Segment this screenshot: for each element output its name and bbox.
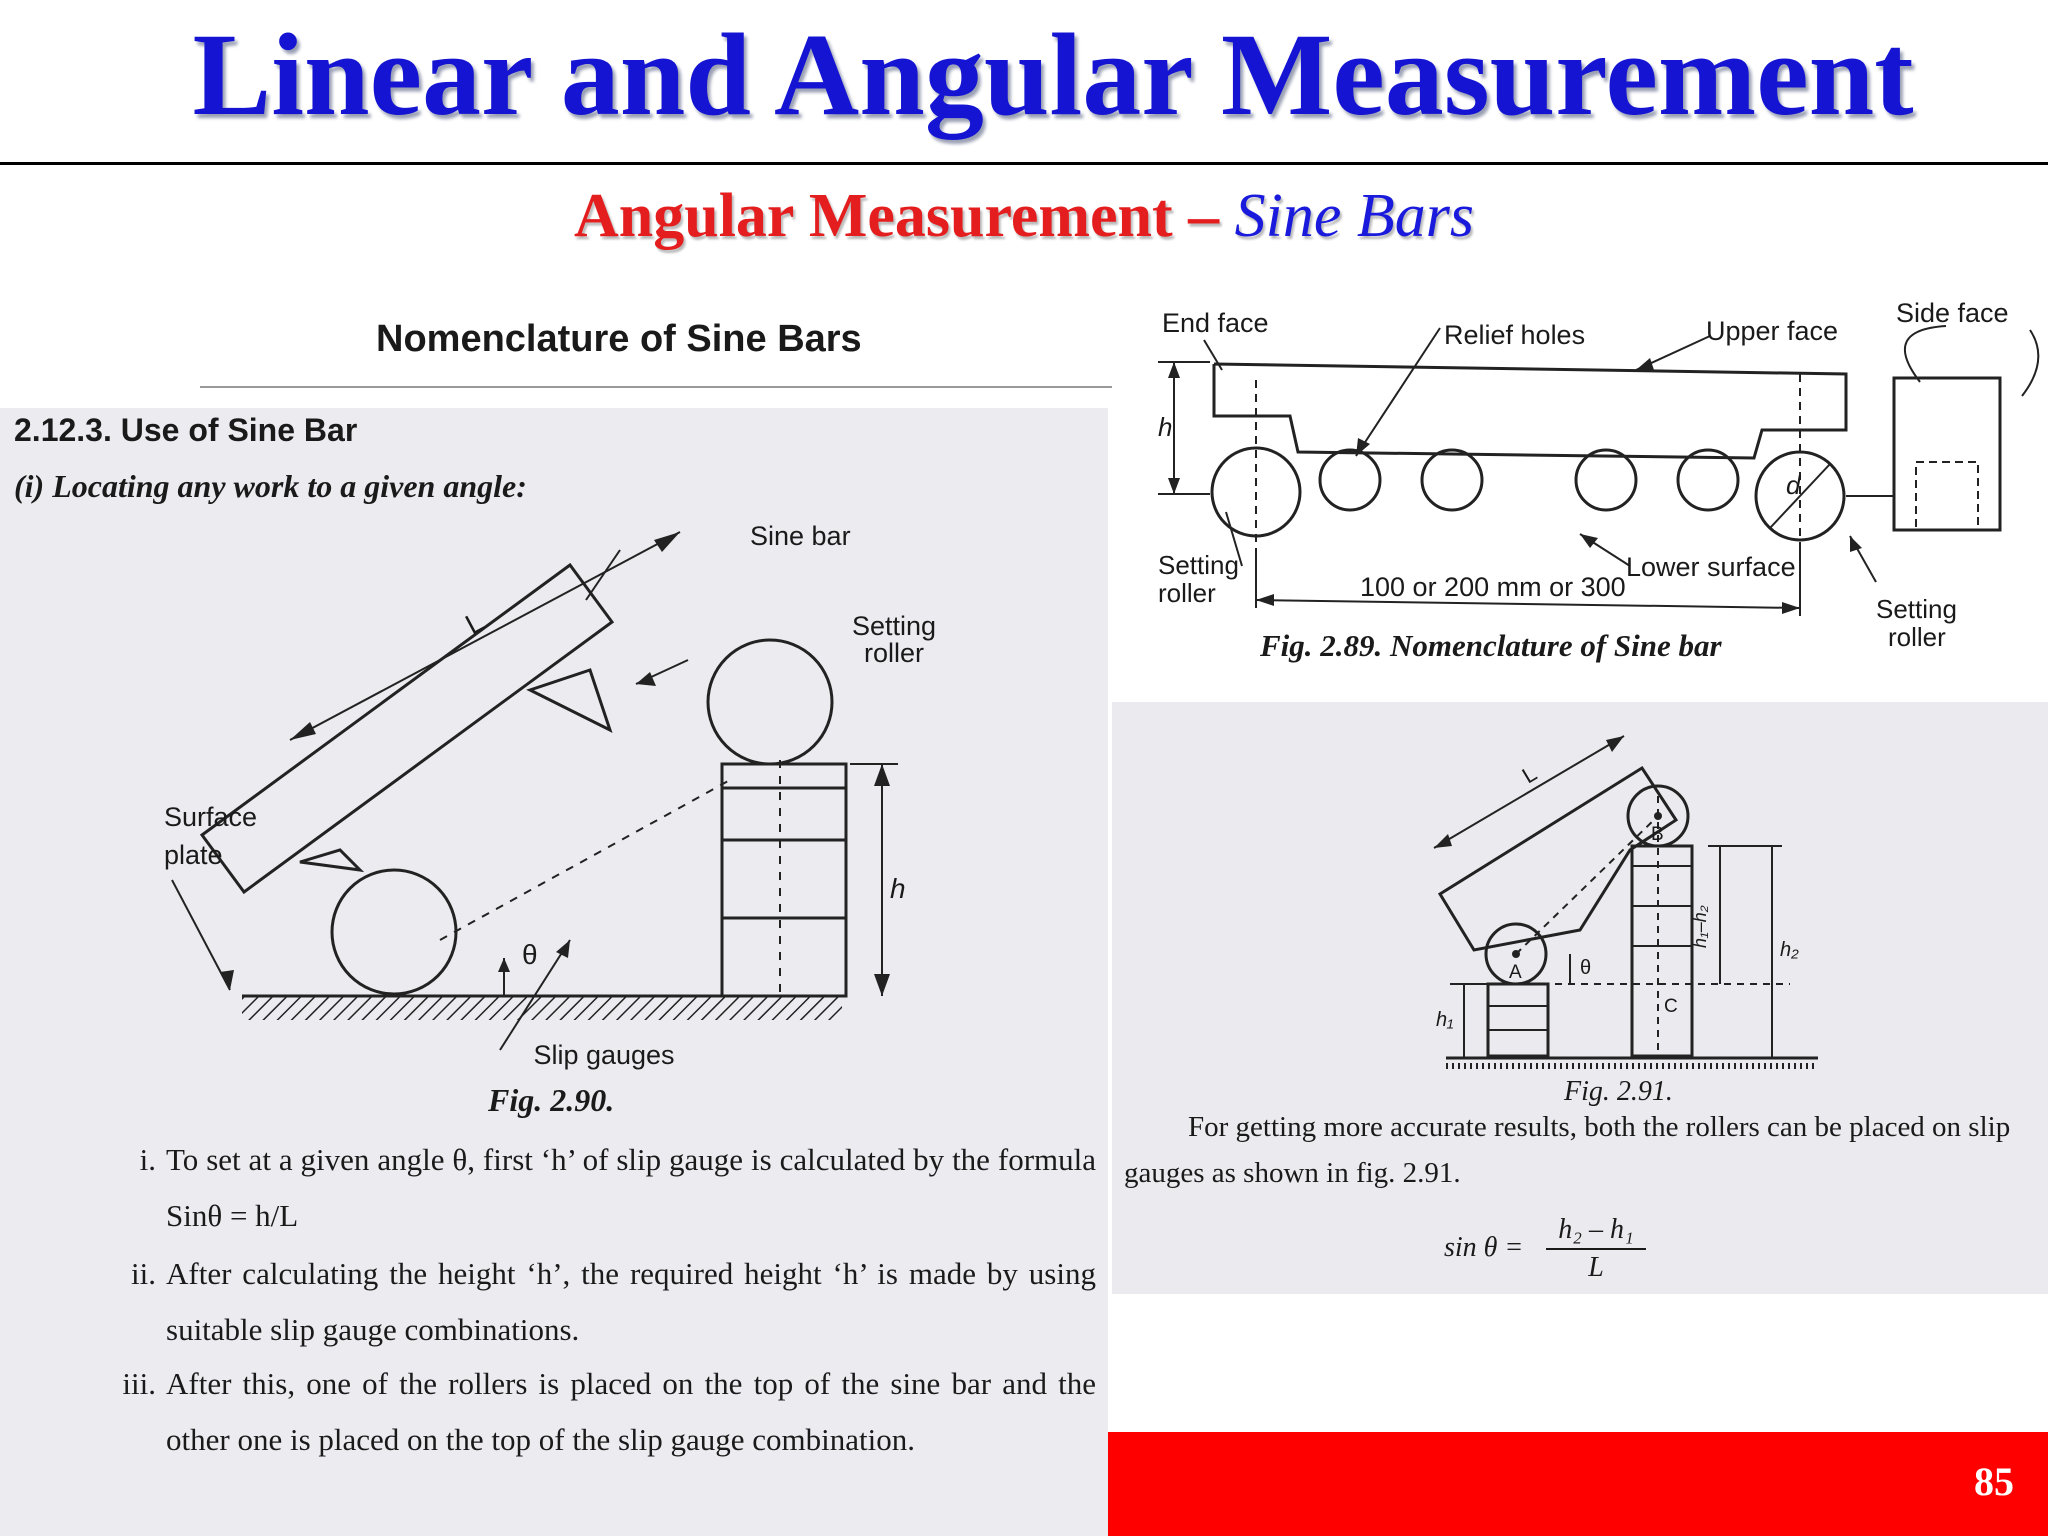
label-end-face: End face (1162, 308, 1269, 338)
slip-gauge-stack (722, 764, 846, 996)
nomenclature-heading: Nomenclature of Sine Bars (376, 318, 862, 360)
angle-arrowhead (498, 958, 510, 972)
title-divider (0, 162, 2048, 165)
subtitle-italic: Sine Bars (1234, 182, 1475, 250)
subtitle-main: Angular Measurement – (573, 182, 1220, 250)
step-text: After calculating the height ‘h’, the required height ‘h’ is made by using suitable slip gauge combinations. (166, 1256, 1096, 1347)
relief-holes-leader (1356, 328, 1440, 456)
footer-bar (1108, 1432, 2048, 1536)
side-face-arrow-right (2022, 330, 2038, 396)
sine-bar-body (202, 565, 612, 892)
relief-hole (1422, 450, 1482, 510)
side-view-inner (1916, 462, 1978, 530)
label-l: L (1517, 760, 1542, 789)
lower-surface-arrow (1580, 534, 1598, 548)
label-a: A (1509, 962, 1522, 983)
right-roller-circle (708, 640, 832, 764)
step-number: i. (139, 1142, 156, 1177)
sine-bar-leader (586, 550, 620, 600)
left-roller (332, 870, 456, 994)
fig-2-91-caption: Fig. 2.91. (1564, 1076, 1673, 1107)
length-arrow-right (654, 532, 680, 552)
section-subheading: (i) Locating any work to a given angle: (14, 468, 527, 504)
height-arrow-top (874, 764, 890, 786)
relief-hole (1678, 450, 1738, 510)
h-arrow-bottom (1168, 478, 1180, 494)
step-number: ii. (131, 1256, 156, 1291)
length-arrow-right (1782, 602, 1800, 614)
surface-plate-hatch (242, 996, 842, 1020)
label-surface-plate-2: plate (164, 840, 223, 870)
formula-denominator: L (1588, 1252, 1604, 1283)
length-dimension (1434, 736, 1624, 848)
label-surface-plate-1: Surface (164, 802, 258, 832)
step-text: After this, one of the rollers is placed on the top of the sine bar and the other one is placed on the top of the slip gauge combination. (166, 1366, 1096, 1457)
fig-2-90-diagram (150, 510, 937, 1100)
slip-gauges-arrow (556, 940, 570, 958)
height-arrow-bottom (874, 974, 890, 996)
accuracy-paragraph: For getting more accurate results, both the rollers can be placed on slip gauges as shown in fig. 2.91. (1124, 1111, 2011, 1189)
relief-hole (1576, 450, 1636, 510)
label-l: L (460, 605, 489, 641)
side-view-outer (1894, 378, 2000, 530)
label-upper-face: Upper face (1706, 316, 1839, 346)
formula-numerator: h₂ – h₁ (1546, 1212, 1646, 1250)
label-h: h (1158, 412, 1173, 442)
length-arrow-left (290, 722, 316, 740)
length-arrow-left (1434, 834, 1452, 848)
right-roller-arrow (1850, 536, 1862, 552)
label-h1: h₁ (1436, 1009, 1454, 1031)
formula-fraction (1546, 1212, 1646, 1286)
label-dimension: 100 or 200 mm or 300 (1360, 572, 1626, 602)
label-c: C (1664, 996, 1678, 1017)
nomenclature-divider (200, 386, 1112, 388)
label-h1-h2: h₁–h₂ (1690, 905, 1710, 948)
label-lower-surface: Lower surface (1626, 552, 1796, 582)
step-text: To set at a given angle θ, first ‘h’ of slip gauge is calculated by the formula Sinθ = h/L (166, 1142, 1096, 1233)
right-roller-seat (530, 670, 610, 730)
label-h2: h₂ (1780, 939, 1799, 961)
label-relief-holes: Relief holes (1444, 320, 1586, 350)
label-setting-roller-right-1: Setting (1876, 594, 1957, 624)
fig-2-91-diagram (1420, 706, 1840, 1086)
formula-lhs: sin θ = (1444, 1232, 1524, 1263)
left-roller-seat (300, 850, 360, 870)
setting-roller-arrow (636, 672, 656, 686)
sine-bar-body (1440, 768, 1676, 950)
fig-2-90-caption: Fig. 2.90. (488, 1082, 615, 1118)
label-side-face: Side face (1896, 298, 2009, 328)
label-setting-roller-left-2: roller (1158, 578, 1216, 608)
label-setting-roller-right-2: roller (1888, 622, 1946, 652)
label-setting-roller-2: roller (863, 638, 925, 668)
slide-subtitle (0, 176, 2048, 256)
length-arrow-left (1256, 594, 1274, 606)
label-theta: θ (1580, 957, 1592, 979)
label-setting-roller-left-1: Setting (1158, 550, 1239, 580)
label-slip-gauges: Slip gauges (533, 1040, 675, 1070)
label-b: B (1651, 824, 1664, 845)
page-number: 85 (1974, 1459, 2014, 1504)
label-sine-bar: Sine bar (750, 521, 851, 551)
step-number: iii. (122, 1366, 156, 1401)
h-arrow-top (1168, 362, 1180, 378)
slip-gauges-b (1632, 846, 1692, 1056)
relief-hole (1320, 450, 1380, 510)
sine-bar-outline (1214, 364, 1846, 458)
side-face-arrow-left (1905, 326, 1946, 382)
label-h: h (890, 873, 906, 904)
sine-formula (1444, 1212, 1704, 1292)
fig-2-89-caption: Fig. 2.89. Nomenclature of Sine bar (1260, 628, 1722, 663)
surface-plate-arrow (220, 970, 234, 990)
slide-title: Linear and Angular Measurement (192, 9, 1914, 140)
upper-face-arrow (1636, 358, 1654, 370)
length-arrow-right (1606, 736, 1624, 752)
length-dimension (290, 532, 680, 740)
angle-reference-line (440, 780, 730, 940)
fig-2-89-diagram (1150, 290, 2040, 680)
slip-gauges-a (1488, 984, 1548, 1056)
label-d: d (1786, 470, 1801, 500)
label-theta: θ (522, 939, 538, 970)
section-heading: 2.12.3. Use of Sine Bar (14, 412, 358, 448)
label-setting-roller-1: Setting (851, 611, 937, 641)
